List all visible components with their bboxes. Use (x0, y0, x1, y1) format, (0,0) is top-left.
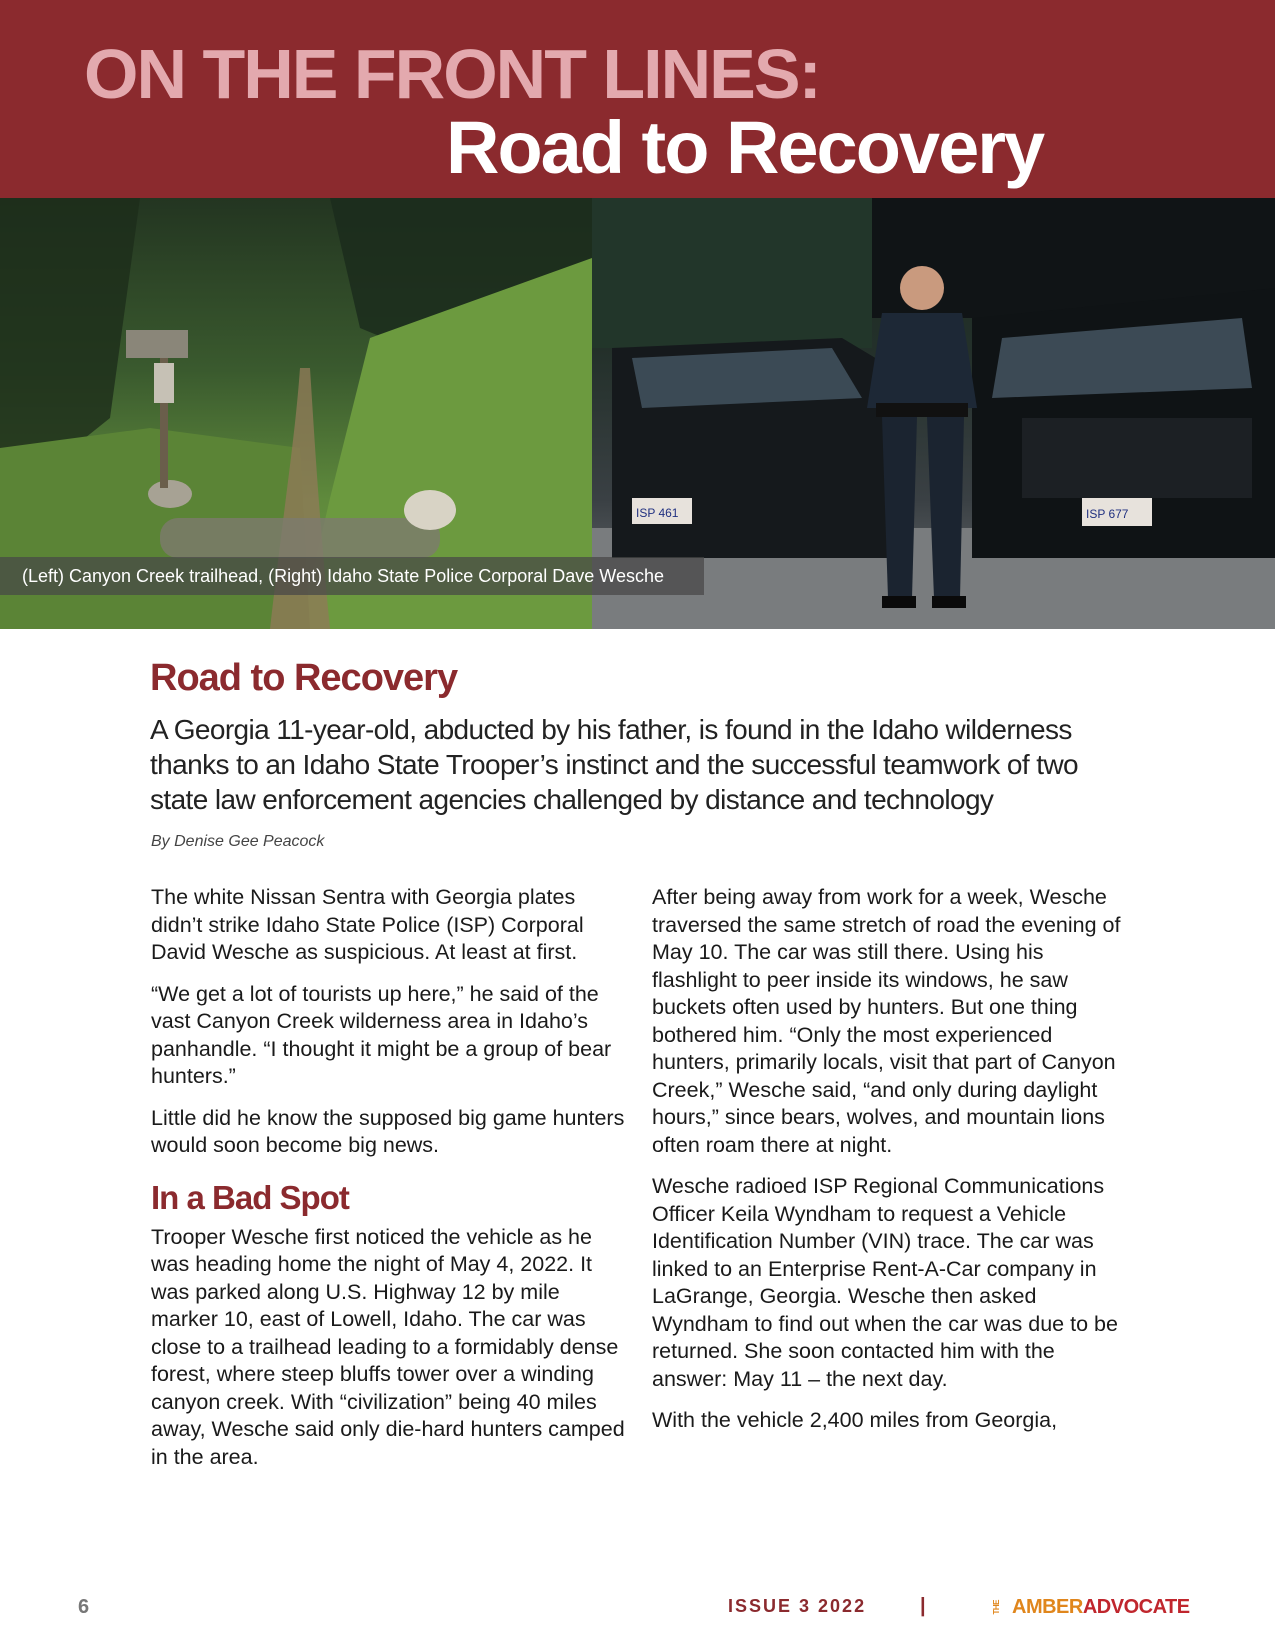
body-paragraph: Trooper Wesche first noticed the vehicle as he was heading home the night of May 4, 2022. It was parked along U.S. Highway 12 by mile marker 10, east of Lowell, Idaho. The car was close to a trailhead leading to a formidably dense forest, where steep bluffs tower over a winding canyon creek. With “civilization” being 40 miles away, Wesche said only die-hard hunters camped in the area. (151, 1224, 625, 1469)
issue-label: ISSUE 3 2022 (728, 1596, 867, 1616)
body-paragraph: The white Nissan Sentra with Georgia plates didn’t strike Idaho State Police (ISP) Corporal David Wesche as suspicious. At least at first. (151, 885, 584, 964)
article-byline: By Denise Gee Peacock (151, 833, 325, 850)
article-deck: A Georgia 11-year-old, abducted by his father, is found in the Idaho wilderness thanks to an Idaho State Trooper’s instinct and the successful teamwork of two state law enforcement agencies challenged by distance and technology (150, 714, 1079, 815)
footer-separator: | (920, 1595, 926, 1617)
body-paragraph: Wesche radioed ISP Regional Communications Officer Keila Wyndham to request a Vehicle Identification Number (VIN) trace. The car was linked to an Enterprise Rent-A-Car company in LaGrange, Georgia. Wesche then asked Wyndham to find out when the car was due to be returned. She soon contacted him with the answer: May 11 – the next day. (652, 1174, 1118, 1391)
left-column (151, 884, 631, 1485)
logo-amber: AMBER (1012, 1596, 1083, 1618)
right-column (652, 884, 1132, 1449)
banner-title: Road to Recovery (446, 106, 1044, 189)
banner-kicker: ON THE FRONT LINES: (84, 35, 820, 113)
page-number: 6 (78, 1596, 90, 1618)
logo-advocate: ADVOCATE (1082, 1596, 1190, 1618)
photo-strip (0, 198, 1275, 629)
section-subhead: In a Bad Spot (151, 1178, 349, 1216)
body-paragraph: Little did he know the supposed big game hunters would soon become big news. (151, 1105, 625, 1157)
body-paragraph: “We get a lot of tourists up here,” he said of the vast Canyon Creek wilderness area in Idaho’s panhandle. “I thought it might be a group of bear hunters.” (151, 981, 612, 1088)
photo-caption: (Left) Canyon Creek trailhead, (Right) Idaho State Police Corporal Dave Wesche (0, 557, 704, 595)
plate-left-text: ISP 461 (636, 506, 679, 520)
body-paragraph: With the vehicle 2,400 miles from Georgia, (652, 1408, 1058, 1432)
body-paragraph: After being away from work for a week, Wesche traversed the same stretch of road the evening of May 10. The car was still there. Using his flashlight to peer inside its windows, he saw buckets often used by hunters. But one thing bothered him. “Only the most experienced hunters, primarily locals, visit that part of Canyon Creek,” Wesche said, “and only during daylight hours,” since bears, wolves, and mountain lions often roam there at night. (652, 885, 1121, 1157)
logo-the: THE (992, 1600, 1001, 1615)
plate-right-text: ISP 677 (1086, 507, 1129, 521)
amber-advocate-logo (984, 1594, 1190, 1620)
article-title: Road to Recovery (150, 657, 458, 699)
header-banner (0, 0, 1275, 198)
